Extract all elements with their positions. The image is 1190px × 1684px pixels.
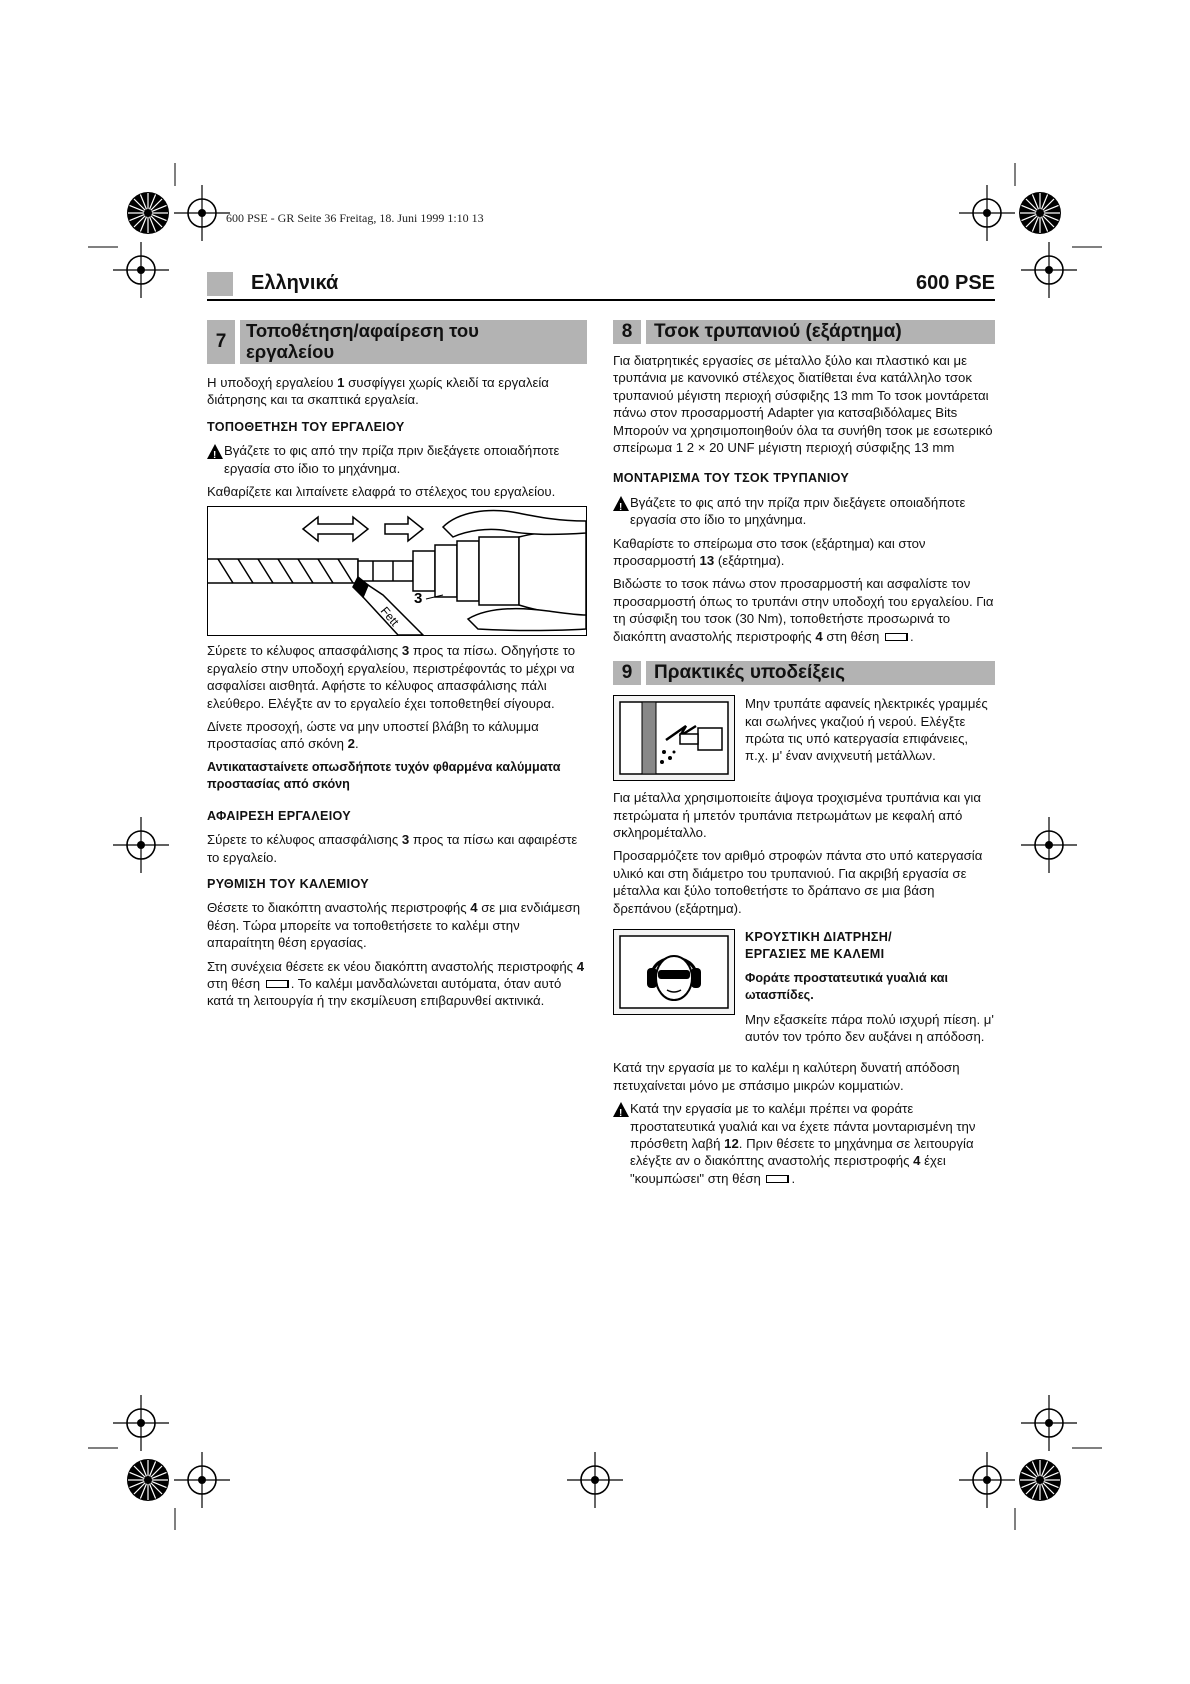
section-7-remove: Σύρετε το κέλυφος απασφάλισης 3 προς τα πίσω και αφαιρέστε το εργαλείο. <box>207 832 578 865</box>
chisel-heading: ΡΥΘΜΙΣΗ ΤΟΥ ΚΑΛΕΜΙΟΥ <box>207 876 369 891</box>
tool-insertion-illustration <box>208 507 586 635</box>
section-8-number: 8 <box>621 321 633 343</box>
registration-cross-middle-left <box>113 817 169 873</box>
section-8-clean: Καθαρίστε το σπείρωμα στο τσοκ (εξάρτημα) και στον προσαρμοστή 13 (εξάρτημα). <box>613 535 926 569</box>
impact-texts <box>745 929 995 1051</box>
goggles-ear-protection-icon <box>614 930 734 1014</box>
section-7-chisel-1: Θέσετε το διακόπτη αναστολής περιστροφής 4 σε μια ενδιάμεση θέση. Τώρα μπορείτε να τοποθετήσετε το καλέμι στην απαραίτητη θέση εργασίας. <box>207 900 581 951</box>
section-8-title: Τσοκ τρυπανιού (εξάρτημα) <box>646 320 995 344</box>
section-9-number-box <box>613 661 641 685</box>
section-7-steps: Σύρετε το κέλυφος απασφάλισης 3 προς τα πίσω. Οδηγήστε το εργαλείο στην υποδοχή εργαλείου, περιστρέφοντάς το μέχρι να ασφαλίσει αισθητά. Αφήστε το κέλυφος απασφάλισης πάλι ελεύθερο. Ελέγξτε αν το εργαλείο έχει τοποθετηθεί σίγουρα. <box>207 643 576 711</box>
header-language: Ελληνικά <box>251 272 339 294</box>
chipping-text: Κατά την εργασία με το καλέμι η καλύτερη δυνατή απόδοση πετυχαίνεται μόνο με σπάσιμο μικρών κομματιών. <box>613 1060 960 1093</box>
section-9-number: 9 <box>621 662 633 684</box>
section-7-title-line1: Τοποθέτηση/αφαίρεση του <box>246 320 479 341</box>
drill-bit-illustration <box>208 559 413 583</box>
section-9-warning: ! Κατά την εργασία με το καλέμι πρέπει να φοράτε προστατευτικά γυαλιά και να έχετε πάντα μονταρισμένη την πρόσθετη λαβή 12. Πριν θέσετε το μηχάνημα σε λειτουργία ελέγξτε αν ο διακόπτης αναστολής περιστροφής 4 έχει "κουμπώσει" στη θέση . <box>613 1100 995 1193</box>
figure-ref-3: 3 <box>414 590 423 608</box>
registration-starburst-top-left <box>127 192 169 234</box>
section-7-clean: Καθαρίζετε και λιπαίνετε ελαφρά το στέλεχος του εργαλείου. <box>207 484 556 500</box>
section-9-header <box>613 661 995 685</box>
chisel-position-icon <box>766 1175 789 1183</box>
section-8-header <box>613 320 995 344</box>
right-column <box>613 320 995 1193</box>
hidden-lines-pictogram <box>613 695 735 781</box>
registration-starburst-bottom-left <box>127 1459 169 1501</box>
ppe-text: Φοράτε προστατευτικά γυαλιά και ωτασπίδες. <box>745 970 948 1003</box>
impact-block <box>613 929 995 1051</box>
registration-cross-middle-right <box>1021 817 1077 873</box>
ppe-pictogram <box>613 929 735 1015</box>
registration-starburst-top-right <box>1019 192 1061 234</box>
header-tab-box <box>207 272 233 296</box>
section-7-dust-cap: Δίνετε προσοχή, ώστε να μην υποστεί βλάβη το κάλυμμα προστασίας από σκόνη 2. <box>207 719 539 752</box>
impact-heading-line2: ΕΡΓΑΣΙΕΣ ΜΕ ΚΑΛΕΜΙ <box>745 947 885 962</box>
section-8-intro: Για διατρητικές εργασίες σε μέταλλο ξύλο και πλαστικό και με τρυπάνια με κανονικό στέλεχος διατίθεται ένα κατάλληλο τσοκ τρυπανιού μέγιστη περιοχή σύσφιξης 13 mm Το τσοκ μοντάρεται πάνω στον προσαρμοστή Adapter για κατσαβιδόλαμες Bits Μπορούν να χρησιμοποιηθούν όλα τα συνήθη τσοκ με εσωτερικό σπείρωμα 1 2 × 20 UNF μέγιστη περιοχή σύσφιξης 13 mm <box>613 353 993 456</box>
hidden-lines-text: Μην τρυπάτε αφανείς ηλεκτρικές γραμμές και σωλήνες γκαζιού ή νερού. Ελέγξτε πρώτα τις υπό κατεργασία επιφάνειες, π.χ. μ' έναν ανιχνευτή μετάλλων. <box>745 696 988 764</box>
metal-bits-text: Για μέταλλα χρησιμοποιείτε άψογα τροχισμένα τρυπάνια και για πετρώματα ή μπετόν τρυπάνια πετρωμάτων με κεφαλή από σκληρομέταλλο. <box>613 790 981 840</box>
section-8-warning: ! Βγάζετε το φις από την πρίζα πριν διεξάγετε οποιαδήποτε εργασία στο ίδιο το μηχάνημα. <box>613 494 995 535</box>
chisel-position-icon <box>885 633 908 641</box>
double-arrow-icon <box>303 517 368 541</box>
section-7-title <box>240 320 587 364</box>
mount-chuck-heading: ΜΟΝΤΑΡΙΣΜΑ ΤΟΥ ΤΣΟΚ ΤΡΥΠΑΝΙΟΥ <box>613 471 850 486</box>
registration-starburst-bottom-right <box>1019 1459 1061 1501</box>
wall-drilling-hazard-icon <box>614 696 734 780</box>
chisel-position-icon <box>266 980 289 988</box>
registration-cross-bottom-right-2 <box>1021 1395 1077 1451</box>
print-slug: 600 PSE - GR Seite 36 Freitag, 18. Juni 1999 1:10 13 <box>226 211 484 225</box>
tool-holder-illustration <box>413 527 586 617</box>
registration-cross-bottom-left <box>174 1452 230 1508</box>
impact-heading-line1: ΚΡΟΥΣΤΙΚΗ ΔΙΑΤΡΗΣΗ/ <box>745 929 892 944</box>
remove-heading: ΑΦΑΙΡΕΣΗ ΕΡΓΑΛΕΙΟΥ <box>207 808 351 823</box>
insert-heading: ΤΟΠΟΘΕΤΗΣΗ ΤΟΥ ΕΡΓΑΛΕΙΟΥ <box>207 419 405 434</box>
section-7-intro: Η υποδοχή εργαλείου 1 συσφίγγει χωρίς κλειδί τα εργαλεία διάτρησης και τα σκαπτικά εργαλεία. <box>207 375 549 408</box>
registration-cross-top-left <box>174 185 230 241</box>
speed-text: Προσαρμόζετε τον αριθμό στροφών πάντα στο υπό κατεργασία υλικό και στη διάμετρο του τρυπανιού. Για ακριβή εργασία σε μέταλλα και ξύλο τοποθετήστε το δράπανο σε μια βάση δρεπάνου (εξάρτημα). <box>613 848 983 916</box>
left-column <box>207 320 587 1016</box>
section-7-chisel-2: Στη συνέχεια θέσετε εκ νέου διακόπτη αναστολής περιστροφής 4 στη θέση . Το καλέμι μανδαλώνεται αυτόματα, όταν αυτό κατά τη λειτουργία ή την εκσμίλευση επιβαρυνθεί ακτινικά. <box>207 958 585 1009</box>
section-7-header <box>207 320 587 364</box>
replace-dust-cap-note: Αντικαταστaίνετε οπωσδήποτε τυχόν φθαρμένα καλύμματα προστασίας από σκόνη <box>207 759 561 792</box>
section-9-title: Πρακτικές υποδείξεις <box>646 661 995 685</box>
grease-label: Fett <box>377 604 402 630</box>
tool-insertion-figure <box>207 506 587 636</box>
registration-cross-bottom-left-2 <box>113 1395 169 1451</box>
section-8-number-box <box>613 320 641 344</box>
header-rule <box>207 299 995 301</box>
pressure-text: Μην εξασκείτε πάρα πολύ ισχυρή πίεση. μ' αυτόν τον τρόπο δεν αυξάνει η απόδοση. <box>745 1011 994 1044</box>
warning-icon <box>613 1102 629 1117</box>
hidden-lines-block <box>613 695 995 781</box>
section-7-number-box <box>207 320 235 364</box>
warning-icon <box>613 496 629 511</box>
section-7-number: 7 <box>215 331 227 353</box>
registration-cross-top-right-2 <box>1021 242 1077 298</box>
registration-cross-top-right <box>959 185 1015 241</box>
registration-cross-bottom-right <box>959 1452 1015 1508</box>
warning-icon <box>207 444 223 459</box>
registration-cross-bottom-center <box>567 1452 623 1508</box>
header-model: 600 PSE <box>916 272 995 294</box>
section-7-warning: ! Βγάζετε το φις από την πρίζα πριν διεξάγετε οποιαδήποτε εργασία στο ίδιο το μηχάνημα. <box>207 442 587 483</box>
registration-cross-top-left-2 <box>113 242 169 298</box>
arrow-right-icon <box>385 517 423 541</box>
section-8-screw: Βιδώστε το τσοκ πάνω στον προσαρμοστή και ασφαλίστε τον προσαρμοστή όπως το τρυπάνι στην υποδοχή του εργαλείου. Για τη σύσφιξη του τσοκ (30 Nm), τοποθετήστε προσωρινά το διακόπτη αναστολής περιστροφής 4 στη θέση . <box>613 576 994 644</box>
section-7-title-line2: εργαλείου <box>246 341 335 362</box>
